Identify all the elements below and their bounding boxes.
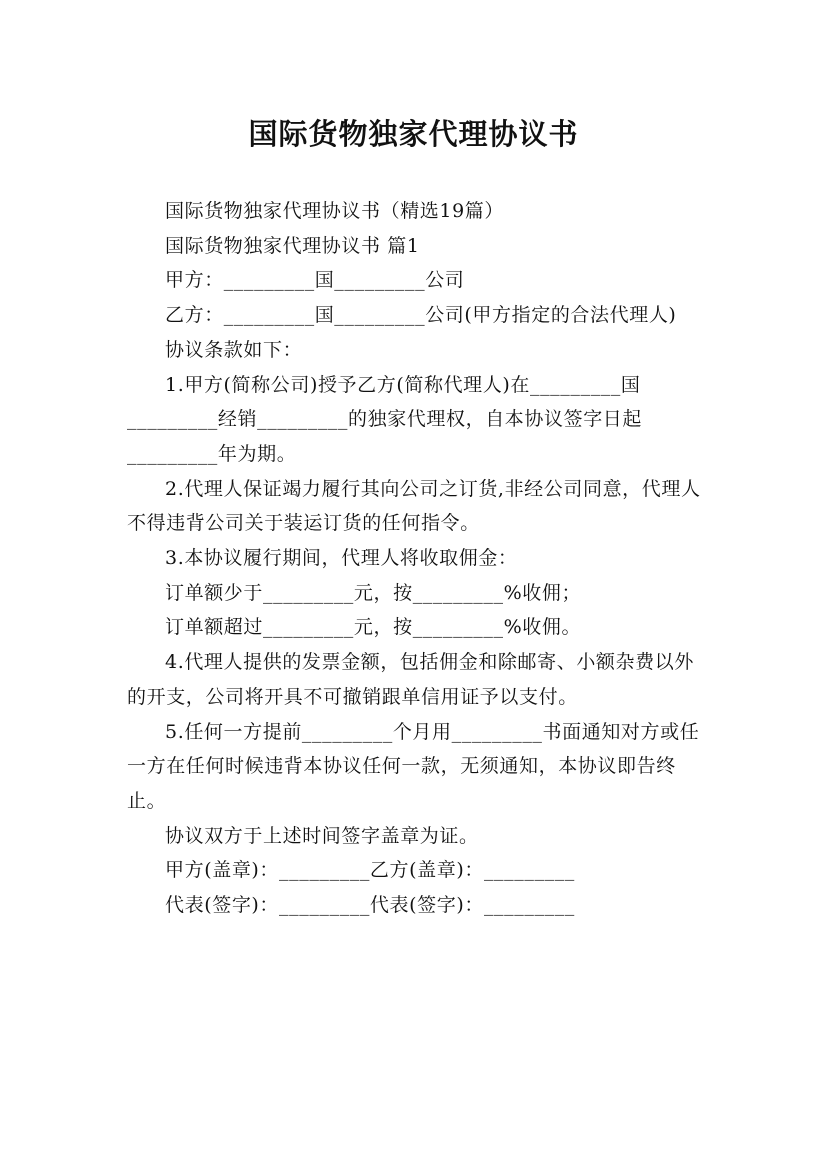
terms-intro: 协议条款如下： bbox=[165, 338, 303, 361]
party-b-line: 乙方：_________国_________公司(甲方指定的合法代理人) bbox=[165, 304, 677, 327]
commission-more-than: 订单额超过_________元，按_________%收佣。 bbox=[165, 616, 582, 639]
clause-3: 3.本协议履行期间，代理人将收取佣金： bbox=[165, 547, 518, 570]
clause-4: 4.代理人提供的发票金额，包括佣金和除邮寄、小额杂费以外的开支，公司将开具不可撤销跟单信用证予以支付。 bbox=[127, 651, 694, 708]
commission-less-than: 订单额少于_________元，按_________%收佣； bbox=[165, 581, 582, 604]
section-heading: 国际货物独家代理协议书 篇1 bbox=[165, 234, 420, 257]
seal-line: 甲方(盖章)：_________乙方(盖章)：_________ bbox=[165, 859, 575, 882]
signature-line: 代表(签字)：_________代表(签字)：_________ bbox=[165, 894, 575, 917]
clause-5: 5.任何一方提前_________个月用_________书面通知对方或任一方在任何时候违背本协议任何一款，无须通知，本协议即告终止。 bbox=[127, 720, 700, 812]
clause-1: 1.甲方(简称公司)授予乙方(简称代理人)在_________国_________经销_________的独家代理权，自本协议签字日起_________年为期。 bbox=[127, 373, 643, 465]
clause-2: 2.代理人保证竭力履行其向公司之订货,非经公司同意，代理人不得违背公司关于装运订货的任何指令。 bbox=[127, 477, 701, 535]
document-title: 国际货物独家代理协议书 bbox=[248, 117, 579, 152]
document-body bbox=[127, 194, 705, 923]
subtitle-paragraph: 国际货物独家代理协议书（精选19篇） bbox=[165, 200, 504, 222]
signing-statement: 协议双方于上述时间签字盖章为证。 bbox=[165, 824, 479, 847]
party-a-line: 甲方：_________国_________公司 bbox=[165, 269, 465, 292]
